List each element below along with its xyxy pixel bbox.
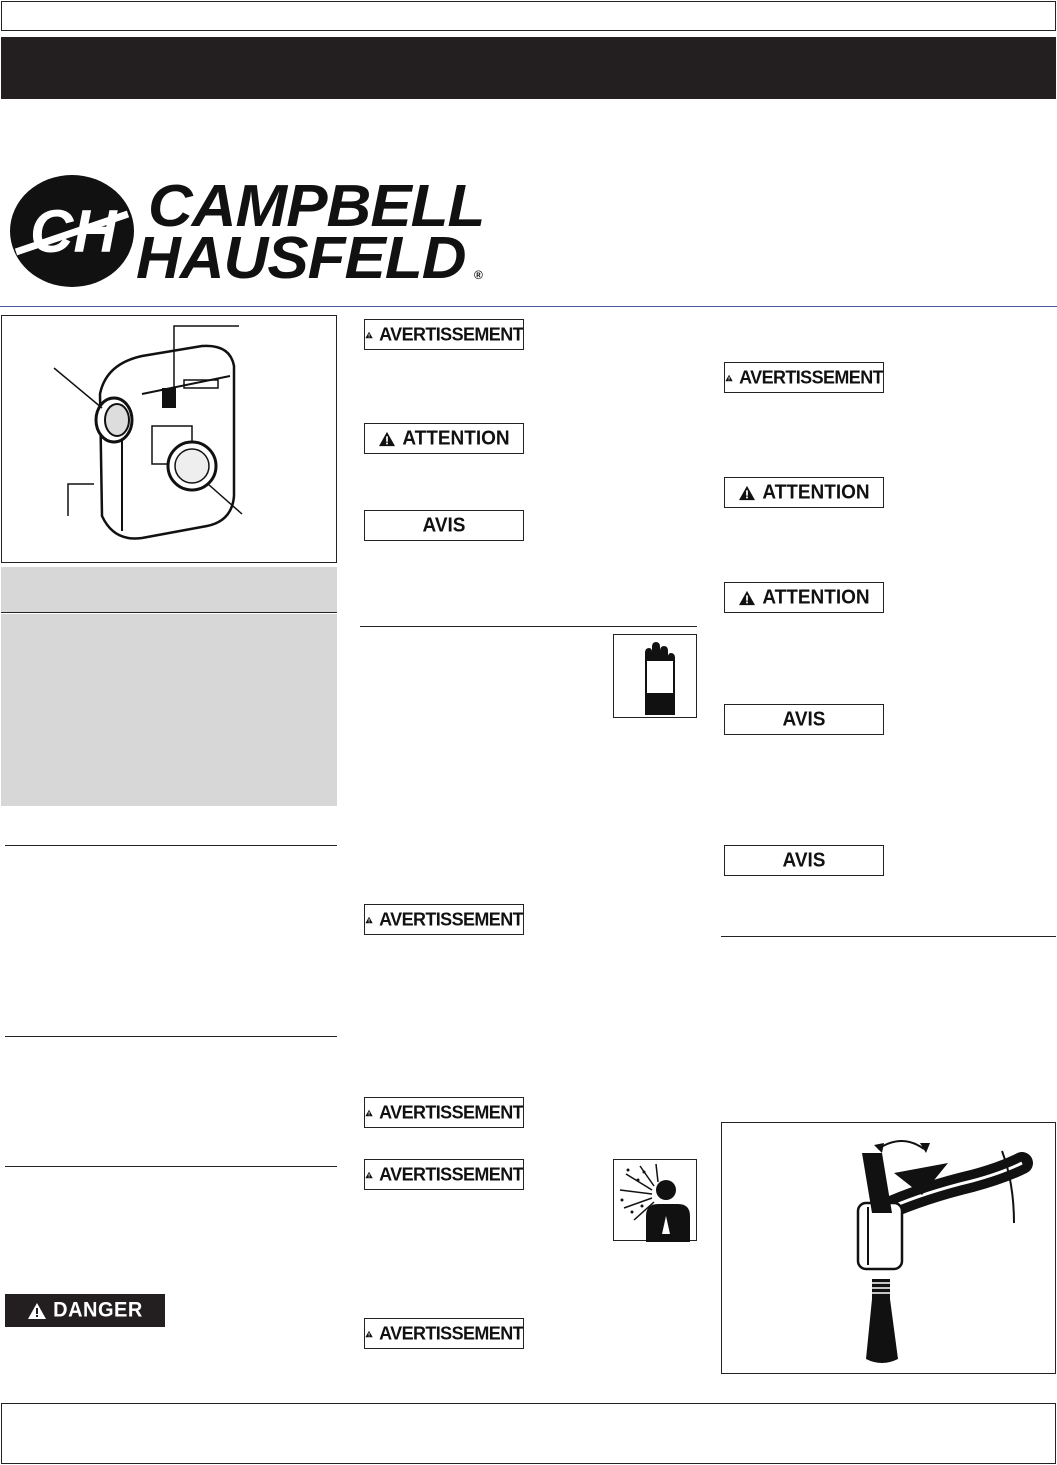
svg-text:CH: CH — [30, 198, 117, 265]
chuck-valve-illustration — [722, 1123, 1057, 1375]
product-figure — [1, 315, 337, 563]
warning-triangle-icon — [738, 590, 756, 606]
header-frame — [1, 1, 1056, 31]
warning-label: AVERTISSEMENT — [364, 1159, 524, 1190]
brand-logo — [8, 170, 498, 290]
footer-frame — [1, 1403, 1056, 1464]
caution-label: ATTENTION — [724, 477, 884, 508]
notice-label: AVIS — [724, 845, 884, 876]
header-rule — [0, 306, 1057, 307]
divider — [1, 612, 337, 613]
warning-label: AVERTISSEMENT — [364, 319, 524, 350]
divider — [721, 936, 1056, 937]
warning-triangle-icon — [725, 370, 733, 386]
caution-label: ATTENTION — [724, 582, 884, 613]
warning-triangle-icon — [365, 327, 373, 343]
warning-triangle-icon — [378, 431, 396, 447]
notice-label: AVIS — [724, 704, 884, 735]
brand-name-line2: HAUSFELD — [136, 225, 466, 292]
divider — [360, 626, 697, 627]
divider — [5, 1036, 337, 1037]
warning-label: AVERTISSEMENT — [364, 1097, 524, 1128]
brand-name-line1: CAMPBELL — [148, 173, 485, 240]
brand-monogram-icon — [8, 172, 136, 290]
warning-triangle-icon — [738, 485, 756, 501]
warning-label: AVERTISSEMENT — [724, 362, 884, 393]
warning-triangle-icon — [365, 912, 373, 928]
inflator-illustration — [2, 316, 338, 564]
warning-label: AVERTISSEMENT — [364, 904, 524, 935]
warning-triangle-icon — [365, 1105, 373, 1121]
caution-label: ATTENTION — [364, 423, 524, 454]
warning-triangle-icon — [27, 1302, 47, 1320]
specs-panel — [1, 614, 337, 806]
flying-debris-icon — [613, 1159, 697, 1241]
specs-header-panel — [1, 567, 337, 612]
glove-icon — [613, 634, 697, 718]
registered-mark: ® — [474, 268, 483, 282]
warning-triangle-icon — [365, 1326, 373, 1342]
divider — [5, 845, 337, 846]
divider — [5, 1166, 337, 1167]
warning-triangle-icon — [365, 1167, 373, 1183]
notice-label: AVIS — [364, 510, 524, 541]
danger-label: DANGER — [5, 1294, 165, 1327]
title-band — [1, 37, 1056, 99]
valve-figure — [721, 1122, 1056, 1374]
warning-label: AVERTISSEMENT — [364, 1318, 524, 1349]
